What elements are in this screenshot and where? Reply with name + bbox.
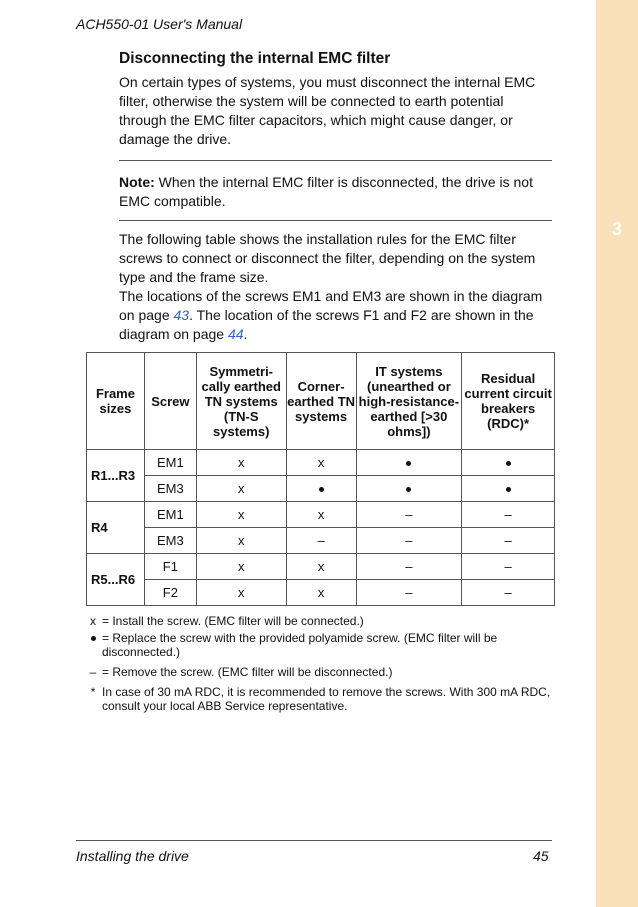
section-heading: Disconnecting the internal EMC filter: [119, 50, 391, 67]
screw-location-text-2: . The location of the screws F1 and F2 are shown in the diagram on page: [119, 307, 534, 342]
header-it-systems: IT systems (unearthed or high-resistance-earthed [>30 ohms]): [356, 353, 462, 450]
page-link-44[interactable]: 44: [227, 326, 244, 342]
chapter-tab: [596, 0, 638, 907]
rule-cell: x: [196, 580, 286, 606]
bullet-dot-icon: [91, 636, 96, 641]
header-corner-earthed: Corner-earthed TN systems: [286, 353, 356, 450]
table-row: [87, 528, 555, 554]
rule-cell: x: [286, 450, 356, 476]
note-bottom-rule: [119, 220, 552, 221]
footer-rule: [76, 840, 552, 841]
screw-cell: F1: [144, 554, 196, 580]
frame-size-cell: R5...R6: [87, 554, 145, 606]
rule-cell: x: [196, 554, 286, 580]
rule-cell: x: [286, 502, 356, 528]
table-row: [87, 450, 555, 476]
screw-location-text-3: .: [243, 326, 248, 342]
rule-cell: –: [462, 502, 555, 528]
rule-cell: –: [356, 528, 462, 554]
rule-cell: –: [462, 528, 555, 554]
table-row: [87, 502, 555, 528]
screw-location-paragraph: [119, 287, 554, 344]
page-number: 45: [533, 848, 549, 864]
bullet-dot-icon: [319, 487, 324, 492]
bullet-dot-icon: [506, 487, 511, 492]
page-link-43[interactable]: 43: [173, 307, 190, 323]
rule-cell: –: [356, 554, 462, 580]
rule-cell: x: [196, 450, 286, 476]
header-symmetrically-earthed: Symmetri-cally earthed TN systems (TN-S systems): [196, 353, 286, 450]
legend-symbol-dot: [86, 631, 100, 645]
legend-text: In case of 30 mA RDC, it is recommended to remove the screws. With 300 mA RDC, consult your local ABB Service representative.: [102, 685, 551, 713]
screw-cell: F2: [144, 580, 196, 606]
rule-cell: x: [196, 502, 286, 528]
table-intro-paragraph: The following table shows the installation rules for the EMC filter screws to connect or disconnect the filter, depending on the system type and the frame size.: [119, 231, 536, 285]
header-rdc: Residual current circuit breakers (RDC)*: [462, 353, 555, 450]
legend-symbol-x: x: [90, 614, 96, 628]
screw-location-text-1: The locations of the screws EM1 and EM3 are shown in the diagram on page: [119, 288, 543, 323]
frame-size-cell: R4: [87, 502, 145, 554]
replace-screw-cell: [356, 450, 462, 476]
note-label: Note:: [119, 174, 155, 190]
rule-cell: –: [462, 554, 555, 580]
rule-cell: –: [356, 580, 462, 606]
rule-cell: x: [286, 554, 356, 580]
legend-symbol-asterisk: *: [90, 685, 96, 699]
intro-paragraph: On certain types of systems, you must disconnect the internal EMC filter, otherwise the system will be connected to earth potential through the EMC filter capacitors, which might cause danger, or damage the drive.: [119, 74, 536, 147]
replace-screw-cell: [462, 450, 555, 476]
screw-cell: EM3: [144, 476, 196, 502]
table-header-row: [87, 353, 555, 450]
replace-screw-cell: [462, 476, 555, 502]
replace-screw-cell: [356, 476, 462, 502]
replace-screw-cell: [286, 476, 356, 502]
legend-text: = Install the screw. (EMC filter will be connected.): [102, 614, 364, 628]
legend-text: = Replace the screw with the provided polyamide screw. (EMC filter will be disconnected.): [102, 631, 498, 659]
emc-screw-table: [86, 352, 555, 606]
bullet-dot-icon: [406, 461, 411, 466]
screw-cell: EM3: [144, 528, 196, 554]
chapter-number: 3: [611, 219, 622, 239]
table-row: [87, 554, 555, 580]
rule-cell: x: [196, 476, 286, 502]
rule-cell: x: [196, 528, 286, 554]
screw-cell: EM1: [144, 502, 196, 528]
note-text: When the internal EMC filter is disconnected, the drive is not EMC compatible.: [119, 174, 533, 209]
table-row: [87, 476, 555, 502]
screw-cell: EM1: [144, 450, 196, 476]
frame-size-cell: R1...R3: [87, 450, 145, 502]
note-paragraph: [119, 173, 554, 211]
note-top-rule: [119, 160, 552, 161]
legend-text: = Remove the screw. (EMC filter will be disconnected.): [102, 665, 393, 679]
legend-symbol-dash: –: [89, 665, 97, 679]
bullet-dot-icon: [506, 461, 511, 466]
bullet-dot-icon: [406, 487, 411, 492]
running-header: ACH550-01 User's Manual: [76, 16, 243, 32]
table-row: [87, 580, 555, 606]
header-frame-sizes: Frame sizes: [87, 353, 145, 450]
rule-cell: –: [462, 580, 555, 606]
rule-cell: –: [356, 502, 462, 528]
header-screw: Screw: [144, 353, 196, 450]
rule-cell: x: [286, 580, 356, 606]
rule-cell: –: [286, 528, 356, 554]
footer-section-title: Installing the drive: [76, 848, 189, 864]
